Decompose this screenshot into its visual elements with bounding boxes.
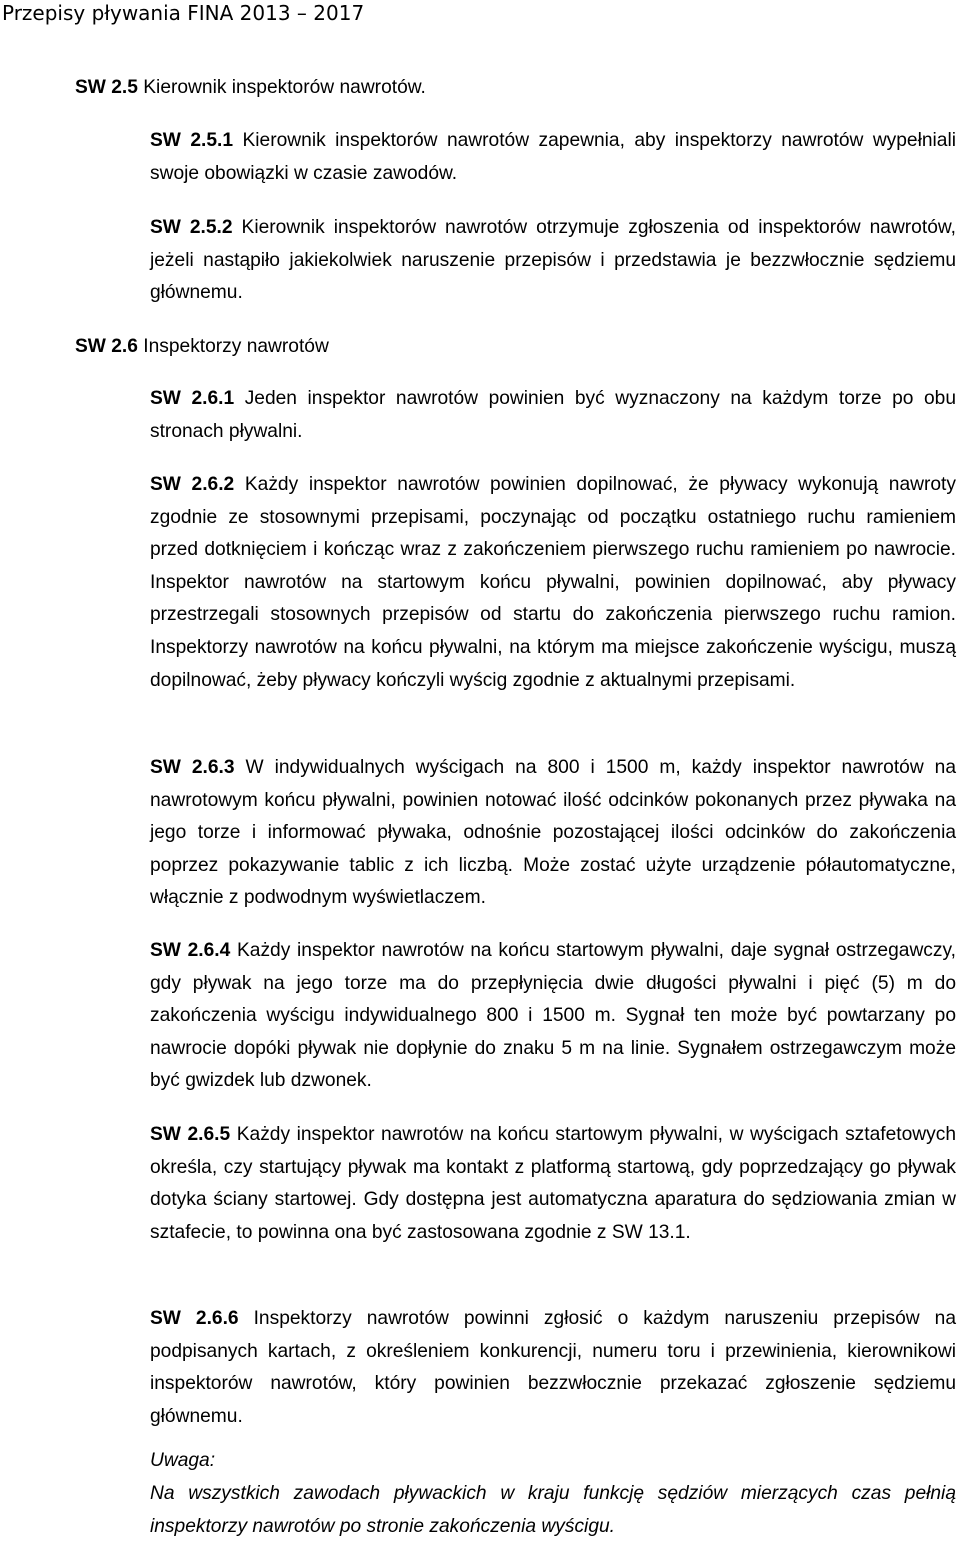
section-sw-2-6-1 <box>150 383 956 448</box>
section-sw-2-5 <box>75 72 675 105</box>
section-text: Inspektorzy nawrotów <box>137 336 329 357</box>
section-sw-2-5-2 <box>150 212 956 310</box>
section-sw-2-6 <box>75 331 675 364</box>
section-text: W indywidualnych wyścigach na 800 i 1500 m, każdy inspektor nawrotów na nawrotowym końcu pływalni, powinien notować ilość odcinków pokonanych przez pływaka na jego torze i informować pływaka, odnośnie pozostającej ilości odcinków do zakończenia poprzez pokazywanie tablic z ich liczbą. Może zostać użyte urządzenie półautomatyczne, włącznie z podwodnym wyświetlaczem. <box>150 757 956 909</box>
note-label: Uwaga: <box>150 1450 216 1471</box>
section-number: SW 2.6.3 <box>150 757 235 778</box>
section-sw-2-6-2 <box>150 469 956 697</box>
section-sw-2-5-1 <box>150 125 956 190</box>
section-text: Jeden inspektor nawrotów powinien być wyznaczony na każdym torze po obu stronach pływalni. <box>150 388 956 442</box>
section-text: Inspektorzy nawrotów powinni zgłosić o każdym naruszeniu przepisów na podpisanych kartach, z określeniem konkurencji, numeru toru i przewinienia, kierownikowi inspektorów nawrotów, który powinien bezzwłocznie przekazać zgłoszenie sędziemu głównemu. <box>150 1308 956 1427</box>
page-header-title: Przepisy pływania FINA 2013 – 2017 <box>2 1 365 25</box>
section-text: Każdy inspektor nawrotów powinien dopilnować, że pływacy wykonują nawroty zgodnie ze stosownymi przepisami, poczynając od początku ostatniego ruchu ramieniem przed dotknięciem i kończąc wraz z zakończeniem pierwszego ruchu ramieniem po nawrocie. Inspektor nawrotów na startowym końcu pływalni, powinien dopilnować, aby pływacy przestrzegali stosownych przepisów od startu do zakończenia pierwszego ruchu ramion. Inspektorzy nawrotów na końcu pływalni, na którym ma miejsce zakończenie wyścigu, muszą dopilnować, żeby pływacy kończyli wyścig zgodnie z aktualnymi przepisami. <box>150 474 956 691</box>
section-sw-2-6-5 <box>150 1119 956 1249</box>
section-text: Kierownik inspektorów nawrotów zapewnia, aby inspektorzy nawrotów wypełniali swoje obowiązki w czasie zawodów. <box>150 130 957 184</box>
section-number: SW 2.6.2 <box>150 474 235 495</box>
section-sw-2-6-3 <box>150 752 956 915</box>
section-text: Każdy inspektor nawrotów na końcu startowym pływalni, daje sygnał ostrzegawczy, gdy pływak na jego torze ma do przepłynięcia dwie długości pływalni i pięć (5) m do zakończenia wyścigu indywidualnego 800 i 1500 m. Sygnał ten może być powtarzany po nawrocie dopóki pływak nie dopłynie do znaku 5 m na linie. Sygnałem ostrzegawczym może być gwizdek lub dzwonek. <box>150 940 956 1092</box>
section-number: SW 2.6.6 <box>150 1308 239 1329</box>
section-number: SW 2.5 <box>75 77 138 98</box>
section-sw-2-6-6 <box>150 1303 956 1433</box>
section-text: Każdy inspektor nawrotów na końcu startowym pływalni, w wyścigach sztafetowych określa, czy startujący pływak ma kontakt z platformą startową, gdy poprzedzający go pływak dotyka ściany startowej. Gdy dostępna jest automatyczna aparatura do sędziowania zmian w sztafecie, to powinna ona być zastosowana zgodnie z SW 13.1. <box>150 1124 956 1243</box>
section-sw-2-6-4 <box>150 935 956 1098</box>
section-number: SW 2.5.2 <box>150 217 233 238</box>
section-text: Kierownik inspektorów nawrotów. <box>137 77 426 98</box>
section-number: SW 2.5.1 <box>150 130 234 151</box>
section-number: SW 2.6.4 <box>150 940 231 961</box>
section-number: SW 2.6 <box>75 336 138 357</box>
section-number: SW 2.6.1 <box>150 388 235 409</box>
section-number: SW 2.6.5 <box>150 1124 231 1145</box>
section-text: Kierownik inspektorów nawrotów otrzymuje zgłoszenia od inspektorów nawrotów, jeżeli nastąpiło jakiekolwiek naruszenie przepisów i przedstawia je bezzwłocznie sędziemu głównemu. <box>150 217 956 304</box>
note-text: Na wszystkich zawodach pływackich w kraju funkcję sędziów mierzących czas pełnią inspektorzy nawrotów po stronie zakończenia wyścigu. <box>150 1483 956 1537</box>
